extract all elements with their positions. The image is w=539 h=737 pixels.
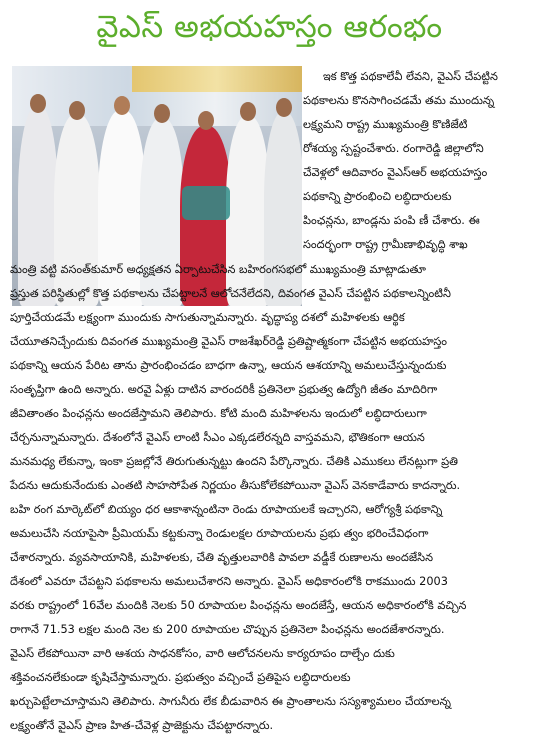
- article-line: శక్తివంచనలేకుండా కృషిచేస్తామన్నారు. ప్రభుత్వం వచ్చించే ప్రతిపైస లబ్ధిదారులకు: [10, 671, 351, 684]
- article-line: చేయూతనిచ్చేందుకు దివంగత ముఖ్యమంత్రి వైఎస్ రాజశేఖర్‌రెడ్డి ప్రతిష్టాత్మకంగా చేపట్టిన అభయహస్తం: [10, 335, 447, 348]
- article-line: పింఛన్లను, బాండ్లను పంపి ణీ చేశారు. ఈ: [303, 214, 480, 227]
- article-line: మనమధ్య లేకున్నా, ఇంకా ప్రజల్లోనే తిరుగుతున్నట్టు ఉందని పేర్కొన్నారు. చేతికి ఎముకలు లేనట్లుగా ప్రతి: [10, 455, 458, 468]
- article-line: సందర్భంగా రాష్ట్ర గ్రామీణాభివృద్ధి శాఖ: [303, 238, 468, 251]
- article-line: చేవెళ్లలో ఆదివారం వైఎస్ఆర్ అభయహస్తం: [303, 166, 488, 179]
- article-line: ప్రస్తుత పరిస్థితుల్లో కొత్త పథకాలను చేపట్టాలనే ఆలోచనేలేదని, దివంగత వైఎస్ చేపట్టిన పథకాలన్నింటినీ: [10, 287, 451, 300]
- article-line: పథకాన్ని ఆయన పేరిట తాను ప్రారంభించడం బాధగా ఉన్నా, ఆయన ఆశయాన్ని అమలుచేస్తున్నందుకు: [10, 359, 447, 372]
- article-line: ఖర్చుపెట్టేలాచూస్తామని తెలిపారు. సాగునీరు లేక బీడువారిన ఈ ప్రాంతాలను సస్యశ్యామలం చేయాలన్న: [10, 695, 451, 708]
- article-line: రోశయ్య స్పష్టంచేశారు. రంగారెడ్డి జిల్లాలోని: [303, 142, 484, 155]
- article-line: ఇక కొత్త పథకాలేవీ లేవని, వైఎస్ చేపట్టిన: [323, 70, 498, 83]
- article-line: పథకాలను కొనసాగించడమే తమ ముందున్న: [303, 94, 495, 107]
- article-line: చేశారన్నారు. వ్యవసాయానికి, మహిళలకు, చేతి వృత్తులవారికి పావలా వడ్డీకే రుణాలను అందజేసిన: [10, 551, 433, 564]
- article-line: లక్ష్యమని రాష్ట్ర ముఖ్యమంత్రి కొణిజేటి: [303, 118, 468, 131]
- article-line: రాగానే 71.53 లక్షల మంది నెల కు 200 రూపాయల చొప్పున ప్రతినెలా పింఛన్లను అందజేశారన్నారు.: [10, 623, 445, 636]
- article-line: లక్ష్యంతోనే వైఎస్ ప్రాణ హిత-చేవెళ్ల ప్రాజెక్టును చేపట్టారన్నారు.: [10, 719, 274, 732]
- article-line: చేర్చనున్నామన్నారు. దేశంలోనే వైఎస్ లాంటి సీఎం ఎక్కడలేరన్నది వాస్తవమని, భౌతికంగా ఆయన: [10, 431, 425, 444]
- article-line: అమలుచేసి నయాపైసా ప్రీమియమ్ కట్టకున్నా రెండులక్షల రూపాయలను ప్రభు త్వం భరించేవిధంగా: [10, 527, 429, 540]
- article-line: పథకాన్ని ప్రారంభించి లబ్ధిదారులకు: [303, 190, 452, 203]
- photo-banner: [132, 66, 302, 92]
- article-line: వరకు రాష్ట్రంలో 16వేల మందికి నెలకు 50 రూపాయల పింఛన్లను అందజేస్తే, ఆయన అధికారంలోకి వచ్చిన: [10, 599, 467, 612]
- headline: వైఎస్ అభయహస్తం ఆరంభం: [96, 9, 443, 45]
- article-line: మంత్రి వట్టి వసంత్‌కుమార్ అధ్యక్షతన ఏర్పాటుచేసిన బహిరంగసభలో ముఖ్యమంత్రి మాట్లాడుతూ: [10, 263, 426, 276]
- article-line: సంతృప్తిగా ఉంది అన్నారు. అరవై ఏళ్లు దాటిన వారందరికీ ప్రతినెలా ప్రభుత్వ ఉద్యోగి జీతం మాదిరిగా: [10, 383, 438, 396]
- article-line: వైఎస్ లేకపోయినా వారి ఆశయ సాధనకోసం, వారి ఆలోచనలను కార్యరూపం దాల్చేం దుకు: [10, 647, 395, 660]
- article-line: పూర్తిచేయడమే లక్ష్యంగా ముందుకు సాగుతున్నామన్నారు. వృద్ధాప్య దశలో మహిళలకు ఆర్థిక: [10, 311, 405, 324]
- article-line: దేశంలో ఎవరూ చేపట్టని పథకాలను అమలుచేశారని అన్నారు. వైఎస్ అధికారంలోకి రాకముందు 2003: [10, 575, 448, 588]
- article-line: జీవితాంతం పింఛన్లను అందజేస్తామని తెలిపారు. కోటి మంది మహిళలను ఇందులో లబ్ధిదారులుగా: [10, 407, 427, 420]
- article-line: బహి రంగ మార్కెట్‌లో బియ్యం ధర ఆకాశాన్నంటినా రెండు రూపాయలకే ఇచ్చారని, ఆరోగ్యశ్రీ పథకాన్ని: [10, 503, 443, 516]
- article-line: పేదను ఆదుకునేందుకు ఎంతటి సాహసోపేత నిర్ణయం తీసుకోలేకపోయినా వైఎస్ వెనకాడేవారు కాదన్నారు.: [10, 479, 461, 492]
